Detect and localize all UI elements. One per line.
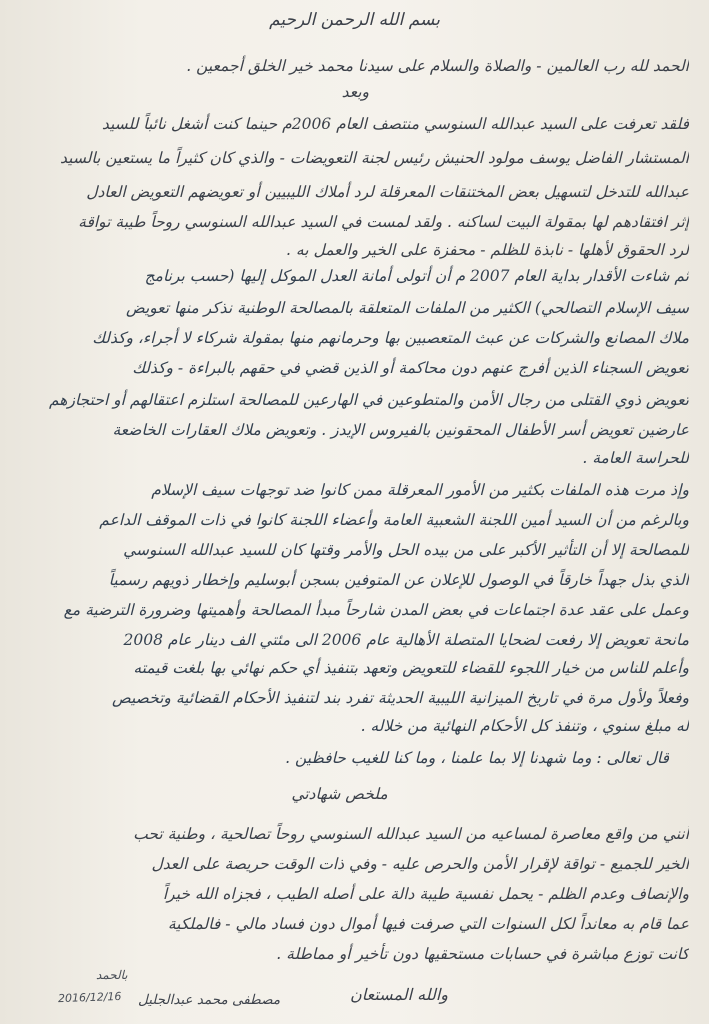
letter-line: عبدالله للتدخل لتسهيل بعض المختنقات المعرقلة لرد أملاك الليبيين أو تعويضهم التعويض العادل	[86, 183, 689, 201]
letter-line: تعويض ذوي القتلى من رجال الأمن والمتطوعين في الهارعين للمصالحة استلزم اعتقالهم أو احتجازهم	[48, 391, 689, 409]
letter-line: كانت توزع مباشرة في حسابات مستحقيها دون تأخير أو مماطلة .	[276, 945, 689, 963]
letter-line: قال تعالى : وما شهدنا إلا بما علمنا ، وما كنا للغيب حافظين .	[285, 749, 669, 767]
letter-line: للمصالحة إلا أن التأثير الأكبر على من بيده الحل والأمر وقتها كان للسيد عبدالله السنوسي	[123, 541, 689, 559]
letter-line: الخير للجميع - تواقة لإقرار الأمن والحرص عليه - وفي ذات الوقت حريصة على العدل	[151, 855, 689, 873]
letter-line: الحمد لله رب العالمين - والصلاة والسلام على سيدنا محمد خير الخلق أجمعين .	[186, 57, 689, 75]
letter-line: فلقد تعرفت على السيد عبدالله السنوسي منتصف العام 2006م حينما كنت أشغل نائباً للسيد	[101, 115, 689, 133]
letter-line: المستشار الفاضل يوسف مولود الحنيش رئيس لجنة التعويضات - والذي كان كثيراً ما يستعين بالسيد	[60, 149, 689, 167]
letter-line: أنني من واقع معاصرة لمساعيه من السيد عبدالله السنوسي روحاً تصالحية ، وطنية تحب	[133, 825, 689, 843]
letter-line: إثر افتقادهم لها بمقولة البيت لساكنه . ولقد لمست في السيد عبدالله السنوسي روحاً طيبة تواقة	[78, 213, 689, 231]
letter-line: وبعد	[341, 83, 369, 101]
signature-name: مصطفى محمد عبدالجليل	[138, 992, 281, 1008]
letter-line: عارضين تعويض أسر الأطفال المحقونين بالفيروس الإيدز . وتعويض ملاك العقارات الخاضعة	[112, 421, 689, 439]
letter-line: لرد الحقوق لأهلها - نابذة للظلم - محفزة على الخير والعمل به .	[286, 241, 689, 259]
letter-line: له مبلغ سنوي ، وتنفذ كل الأحكام النهائية من خلاله .	[360, 717, 689, 735]
letter-line: للحراسة العامة .	[582, 449, 689, 467]
section-heading: ملخص شهادتي	[291, 785, 388, 803]
letter-line: مانحة تعويض إلا رفعت لضحايا المتصلة الأهالية عام 2006 الى مئتي الف دينار عام 2008	[123, 631, 689, 649]
letter-line: وإذ مرت هذه الملفات بكثير من الأمور المعرقلة ممن كانوا ضد توجهات سيف الإسلام	[151, 481, 689, 499]
letter-line: عما قام به معانداً لكل السنوات التي صرفت فيها أموال دون فساد مالي - فالملكية	[167, 915, 689, 933]
letter-line: تعويض السجناء الذين أفرج عنهم دون محاكمة أو الذين قضي في حقهم بالبراءة - وكذلك	[132, 359, 689, 377]
letter-line: ثم شاءت الأقدار بداية العام 2007 م أن أتولى أمانة العدل الموكل إليها (حسب برنامج	[144, 267, 689, 285]
signature-date: 2016/12/16	[57, 989, 122, 1006]
closing-phrase: والله المستعان	[350, 985, 449, 1004]
letter-line: وبالرغم من أن السيد أمين اللجنة الشعبية العامة وأعضاء اللجنة كانوا في ذات الموقف الداعم	[99, 511, 689, 529]
letter-line: وأعلم للناس من خيار اللجوء للقضاء للتعويض وتعهد بتنفيذ أي حكم نهائي بها بلغت قيمته	[133, 659, 689, 677]
letter-line: الذي بذل جهداً خارقاً في الوصول للإعلان عن المتوفين بسجن أبوسليم وإخطار ذويهم رسمياً	[108, 571, 689, 589]
letter-line: سيف الإسلام التصالحي) الكثير من الملفات المتعلقة بالمصالحة الوطنية نذكر منها تعويض	[125, 299, 689, 317]
letter-line: وفعلاً ولأول مرة في تاريخ الميزانية الليبية الحديثة تفرد بند لتنفيذ الأحكام القضائية وتخصيص	[111, 689, 689, 707]
letter-line: والإنصاف وعدم الظلم - يحمل نفسية طيبة دالة على أصله الطيب ، فجزاه الله خيراً	[162, 885, 689, 903]
letter-line: وعمل على عقد عدة اجتماعات في بعض المدن شارحاً مبدأ المصالحة وأهميتها وضرورة الترضية مع	[63, 601, 689, 619]
signature-label: بالحمد	[96, 968, 128, 982]
letter-line: ملاك المصانع والشركات عن عبث المتعصبين بها وحرمانهم منها بمقولة شركاء لا أجراء، وكذلك	[92, 329, 689, 347]
basmala: بسم الله الرحمن الرحيم	[269, 10, 440, 30]
